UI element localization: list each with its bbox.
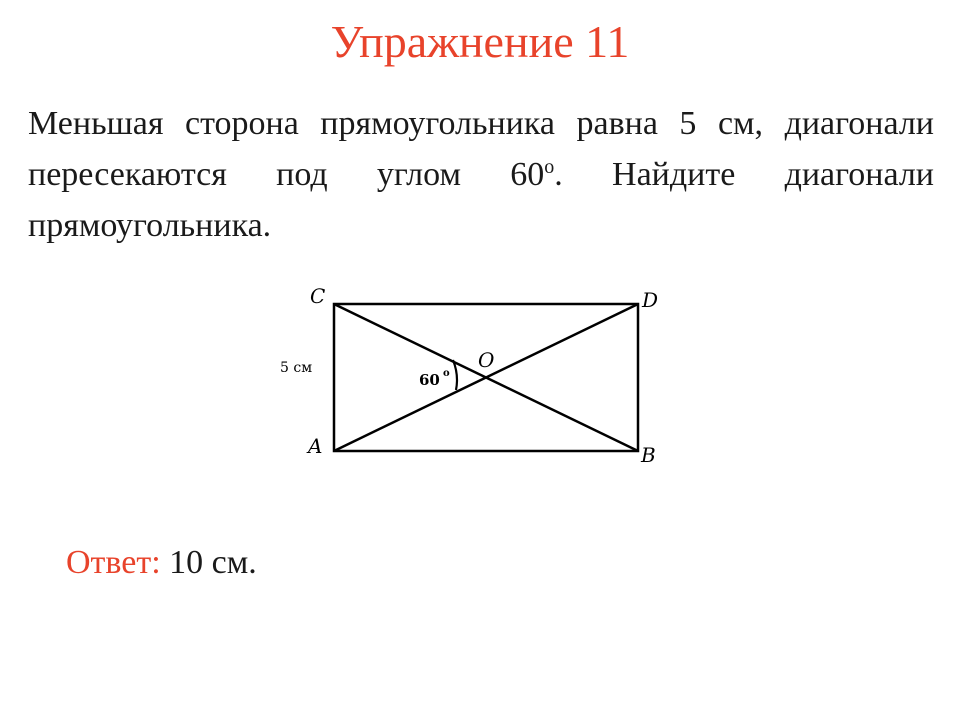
side-length-label: 5 см <box>280 360 313 376</box>
problem-statement <box>28 98 934 251</box>
vertex-label-d: D <box>642 288 659 312</box>
angle-degree-label: o <box>443 368 450 379</box>
angle-value-label: 60 <box>419 371 440 389</box>
rectangle-diagram <box>270 275 690 475</box>
problem-text-part-2: . Найдите диагонали прямоугольника. <box>28 156 934 244</box>
vertex-label-a: A <box>308 434 323 458</box>
slide-title: Упражнение 11 <box>330 16 630 67</box>
answer-value: 10 см. <box>169 544 257 581</box>
vertex-label-c: C <box>310 284 326 308</box>
degree-sign: о <box>544 156 555 178</box>
center-label-o: O <box>478 348 495 372</box>
answer <box>66 538 257 588</box>
problem-text-part-1: Меньшая сторона прямоугольника равна 5 см, диагонали пересекаются под углом 60 <box>28 105 934 193</box>
vertex-label-b: B <box>641 443 656 467</box>
rectangle-figure <box>270 275 690 475</box>
answer-label: Ответ: <box>66 544 161 581</box>
